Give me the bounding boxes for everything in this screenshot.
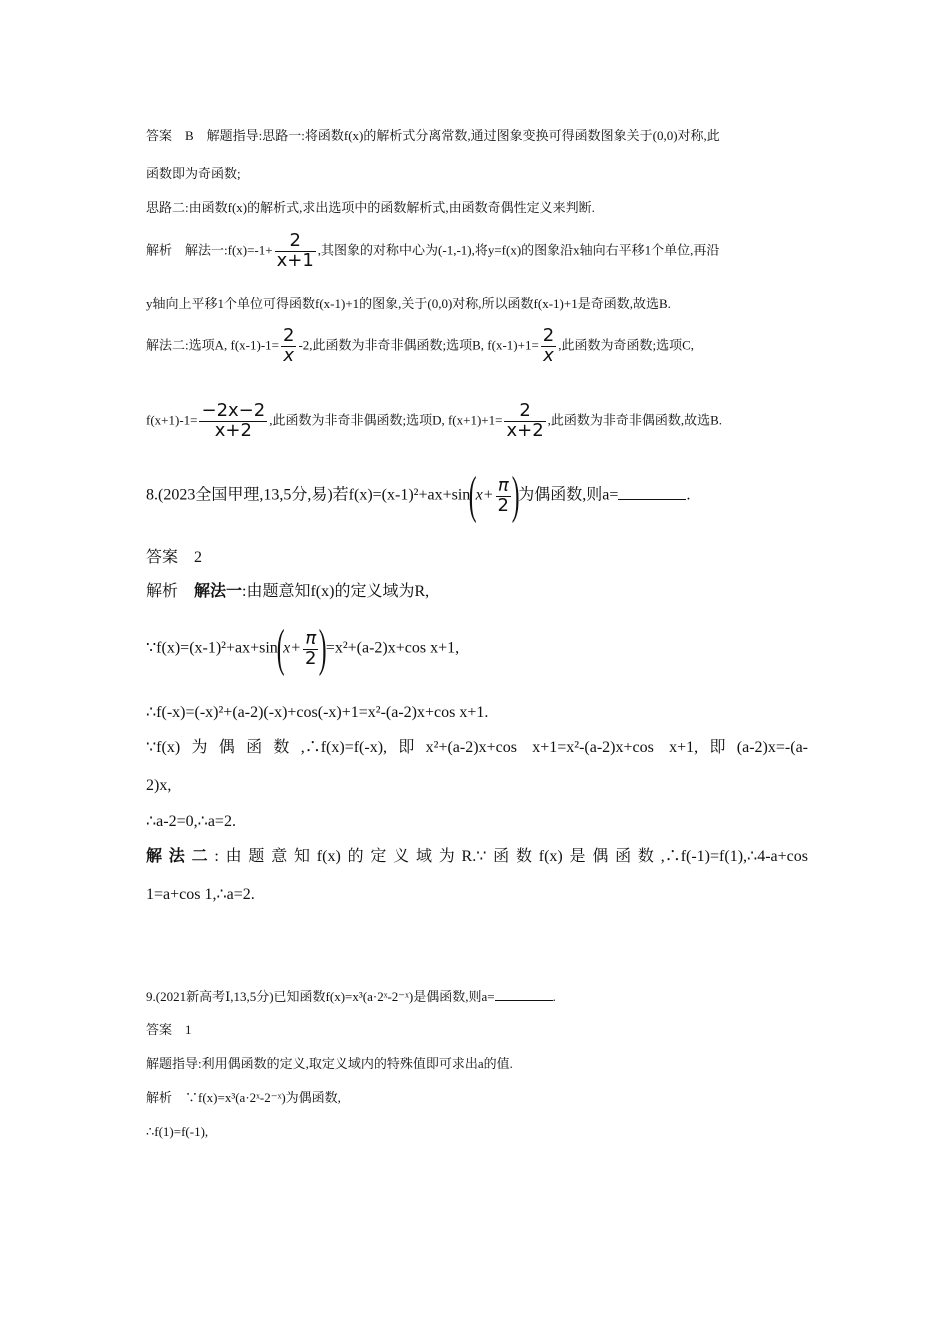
s7-fraction-1-den: x+1 <box>276 249 314 271</box>
q9-answer: 答案 1 <box>146 1022 192 1037</box>
q8-step-even: ∵f(x)为偶函数,∴f(x)=f(-x),即x²+(a-2)x+cos x+1=x²-(a-2)x+cos x+1,即(a-2)x=-(a- <box>146 739 808 756</box>
s7-fraction-4-den: x+2 <box>199 421 267 441</box>
s7-solution-one <box>146 232 719 271</box>
q9-hint: 解题指导:利用偶函数的定义,取定义域内的特殊值即可求出a的值. <box>146 1056 513 1071</box>
q8-fraction <box>496 474 511 516</box>
q8-step-right-paren: ) <box>319 620 328 677</box>
q8-question-end: . <box>686 486 691 504</box>
q8-step-expand-post: =x²+(a-2)x+cos x+1, <box>325 639 460 657</box>
q8-step-expand-pre: ∵f(x)=(x-1)²+ax+sin <box>146 639 278 657</box>
s7-answer-line-cont: 函数即为奇函数; <box>146 166 241 181</box>
q8-solution-two-cont: 1=a+cos 1,∴a=2. <box>146 886 255 903</box>
q9-question <box>146 987 556 1005</box>
q8-fraction-den: 2 <box>497 494 509 516</box>
q8-step-fraction <box>303 627 318 669</box>
q8-solution-one-title: 解法一 <box>194 583 243 600</box>
q9-question-end: . <box>552 989 556 1004</box>
s7-solution-two-b: -2,此函数为非奇非偶函数;选项B, f(x-1)+1= <box>298 337 539 353</box>
s7-solution-two-a: 解法二:选项A, f(x-1)-1= <box>146 337 279 353</box>
q8-step-negate: ∴f(-x)=(-x)²+(a-2)(-x)+cos(-x)+1=x²-(a-2)x+cos x+1. <box>146 704 489 721</box>
s7-solution-two-cont <box>146 402 722 441</box>
s7-fraction-3 <box>541 327 556 366</box>
q8-step-fraction-den: 2 <box>305 647 317 669</box>
s7-solution-one-post: ,其图象的对称中心为(-1,-1),将y=f(x)的图象沿x轴向右平移1个单位,再沿 <box>317 242 720 258</box>
q8-solution-one-text: :由题意知f(x)的定义域为R, <box>242 583 430 600</box>
q8-step-left-paren: ( <box>276 620 285 677</box>
s7-solution-two-f: ,此函数为非奇非偶函数,故选B. <box>547 412 723 428</box>
s7-fraction-3-num: 2 <box>542 325 555 346</box>
s7-fraction-4-num: −2x−2 <box>201 400 266 421</box>
s7-fraction-5 <box>504 402 545 441</box>
q8-solution-label: 解析 <box>146 583 195 600</box>
q8-right-paren: ) <box>511 467 520 524</box>
s7-fraction-1-num: 2 <box>289 230 301 251</box>
s7-fraction-2-num: 2 <box>282 325 295 346</box>
q8-answer-blank[interactable] <box>618 483 686 500</box>
s7-solution-two-e: ,此函数为非奇非偶函数;选项D, f(x+1)+1= <box>269 412 503 428</box>
s7-fraction-5-den: x+2 <box>506 419 544 441</box>
q8-left-paren: ( <box>469 467 477 524</box>
s7-approach-two: 思路二:由函数f(x)的解析式,求出选项中的函数解析式,由函数奇偶性定义来判断. <box>146 200 595 215</box>
s7-fraction-1 <box>275 232 316 271</box>
s7-fraction-5-num: 2 <box>519 400 531 421</box>
s7-solution-one-cont: y轴向上平移1个单位可得函数f(x-1)+1的图象,关于(0,0)对称,所以函数f(x-1)+1是奇函数,故选B. <box>146 296 671 311</box>
s7-fraction-2 <box>281 327 296 366</box>
q9-solution-step1: 解析 ∵f(x)=x³(a·2ˣ-2⁻ˣ)为偶函数, <box>146 1090 341 1105</box>
s7-fraction-3-den: x <box>541 346 556 366</box>
q8-question <box>146 467 691 524</box>
s7-solution-one-pre: 解析 解法一:f(x)=-1+ <box>146 242 273 258</box>
s7-solution-two-d: f(x+1)-1= <box>146 412 198 428</box>
q9-solution-step2: ∴f(1)=f(-1), <box>146 1124 209 1139</box>
q8-inner: x+ <box>475 486 494 504</box>
q8-answer: 答案 2 <box>146 549 203 566</box>
q9-question-text: 9.(2021新高考Ⅰ,13,5分)已知函数f(x)=x³(a·2ˣ-2⁻ˣ)是偶函数,则a= <box>146 989 495 1004</box>
q8-solution-two-title: 解法二 <box>146 848 215 865</box>
q8-solution-one-intro <box>146 582 429 601</box>
q8-step-inner: x+ <box>283 639 302 657</box>
s7-answer-line: 答案 B 解题指导:思路一:将函数f(x)的解析式分离常数,通过图象变换可得函数图象关于(0,0)对称,此 <box>146 128 720 143</box>
q8-fraction-num: π <box>497 474 509 496</box>
q8-solution-two-text: :由题意知f(x)的定义域为R.∵函数f(x)是偶函数,∴f(-1)=f(1),∴4-a+cos <box>214 848 808 865</box>
s7-solution-two <box>146 327 694 366</box>
q8-step-fraction-num: π <box>305 627 317 649</box>
q9-answer-blank[interactable] <box>495 987 553 1001</box>
q8-question-post: 为偶函数,则a= <box>518 486 619 504</box>
q8-step-even-cont: 2)x, <box>146 777 172 794</box>
q8-step-result: ∴a-2=0,∴a=2. <box>146 813 236 830</box>
s7-solution-two-c: ,此函数为奇函数;选项C, <box>558 337 695 353</box>
s7-fraction-4 <box>199 402 267 441</box>
q8-question-pre: 8.(2023全国甲理,13,5分,易)若f(x)=(x-1)²+ax+sin <box>146 486 471 504</box>
s7-fraction-2-den: x <box>281 346 296 366</box>
q8-step-expand <box>146 620 460 677</box>
q8-solution-two <box>146 847 808 866</box>
